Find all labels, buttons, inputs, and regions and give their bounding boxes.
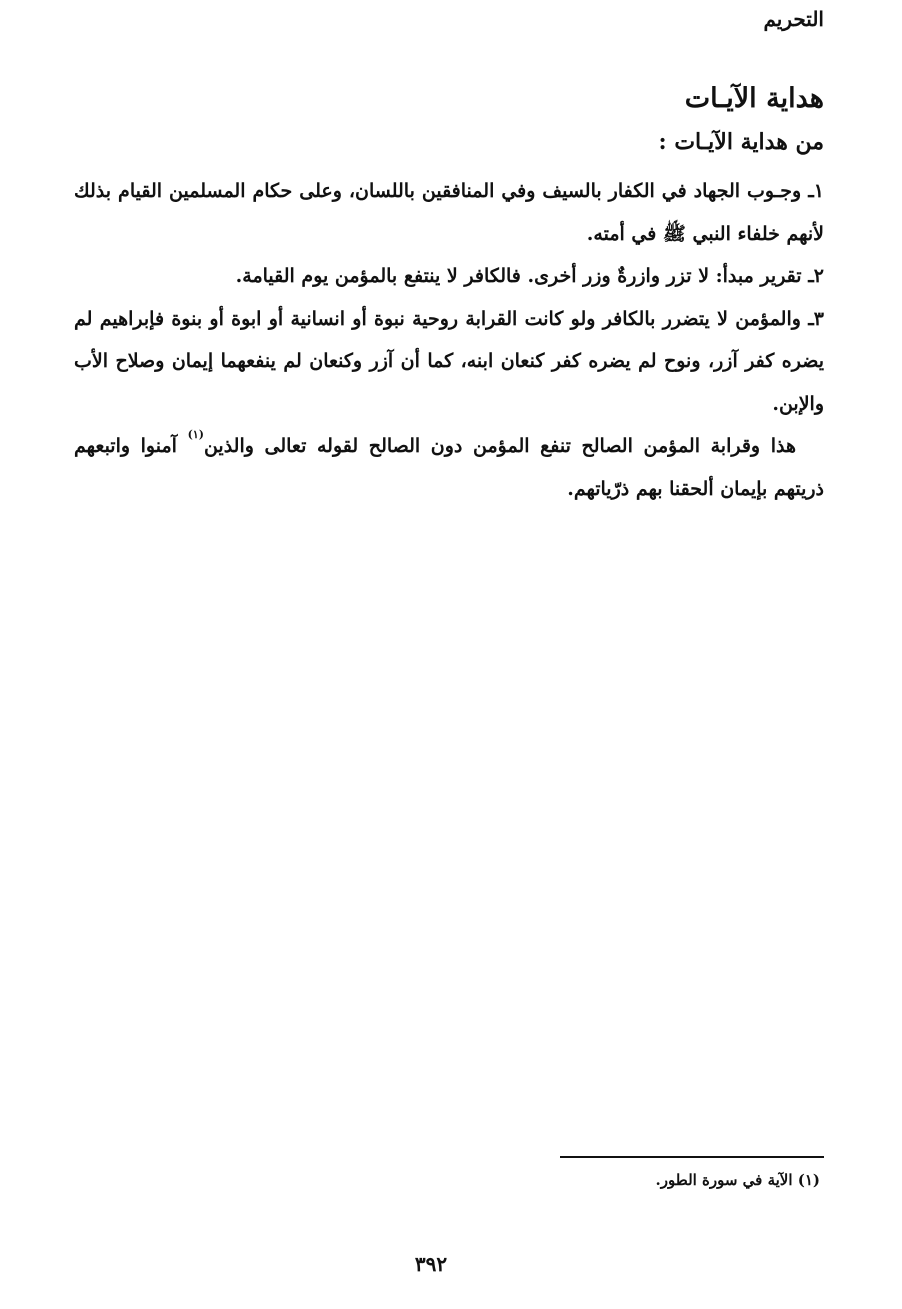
footnote-divider	[560, 1156, 824, 1158]
footnote: (١) الآية في سورة الطور.	[655, 1171, 820, 1189]
running-header: التحريم	[763, 7, 824, 31]
closing-text-before-ref: هذا وقرابة المؤمن الصالح تنفع المؤمن دون الصالح لقوله تعالى والذين	[203, 435, 796, 457]
list-item-text: ـ تقرير مبدأ: لا تزر وازرةٌ وزر أخرى. فالكافر لا ينتفع بالمؤمن يوم القيامة.	[235, 265, 814, 287]
page-number: ٣٩٢	[414, 1252, 448, 1276]
list-item	[74, 298, 824, 426]
list-item-text: ـ والمؤمن لا يتضرر بالكافر ولو كانت القرابة روحية نبوة أو انسانية أو ابوة أو بنوة فإبراهيم لم يضره كفر آزر، ونوح لم يضره كفر كنعان ابنه، كما أن آزر وكنعان لم ينفعهما إيمان وصلاح الأب والإبن.	[74, 307, 824, 415]
section-subtitle: من هداية الآيـات :	[658, 129, 824, 155]
closing-paragraph	[74, 425, 824, 510]
list-item-number: ٣	[813, 307, 824, 330]
body-text	[74, 170, 824, 510]
closing-text-after-ref: آمنوا واتبعهم ذريتهم بإيمان ألحقنا بهم ذرّياتهم.	[74, 435, 824, 500]
list-item-number: ١	[813, 180, 824, 202]
list-item-number: ٢	[813, 265, 824, 287]
section-title: هداية الآيـات	[684, 83, 824, 114]
list-item	[74, 170, 824, 255]
footnote-reference: (١)	[187, 428, 204, 441]
list-item-text: ـ وجـوب الجهاد في الكفار بالسيف وفي المنافقين باللسان، وعلى حكام المسلمين القيام بذلك لأنهم خلفاء النبي ﷺ في أمته.	[74, 180, 824, 245]
list-item	[74, 255, 824, 298]
